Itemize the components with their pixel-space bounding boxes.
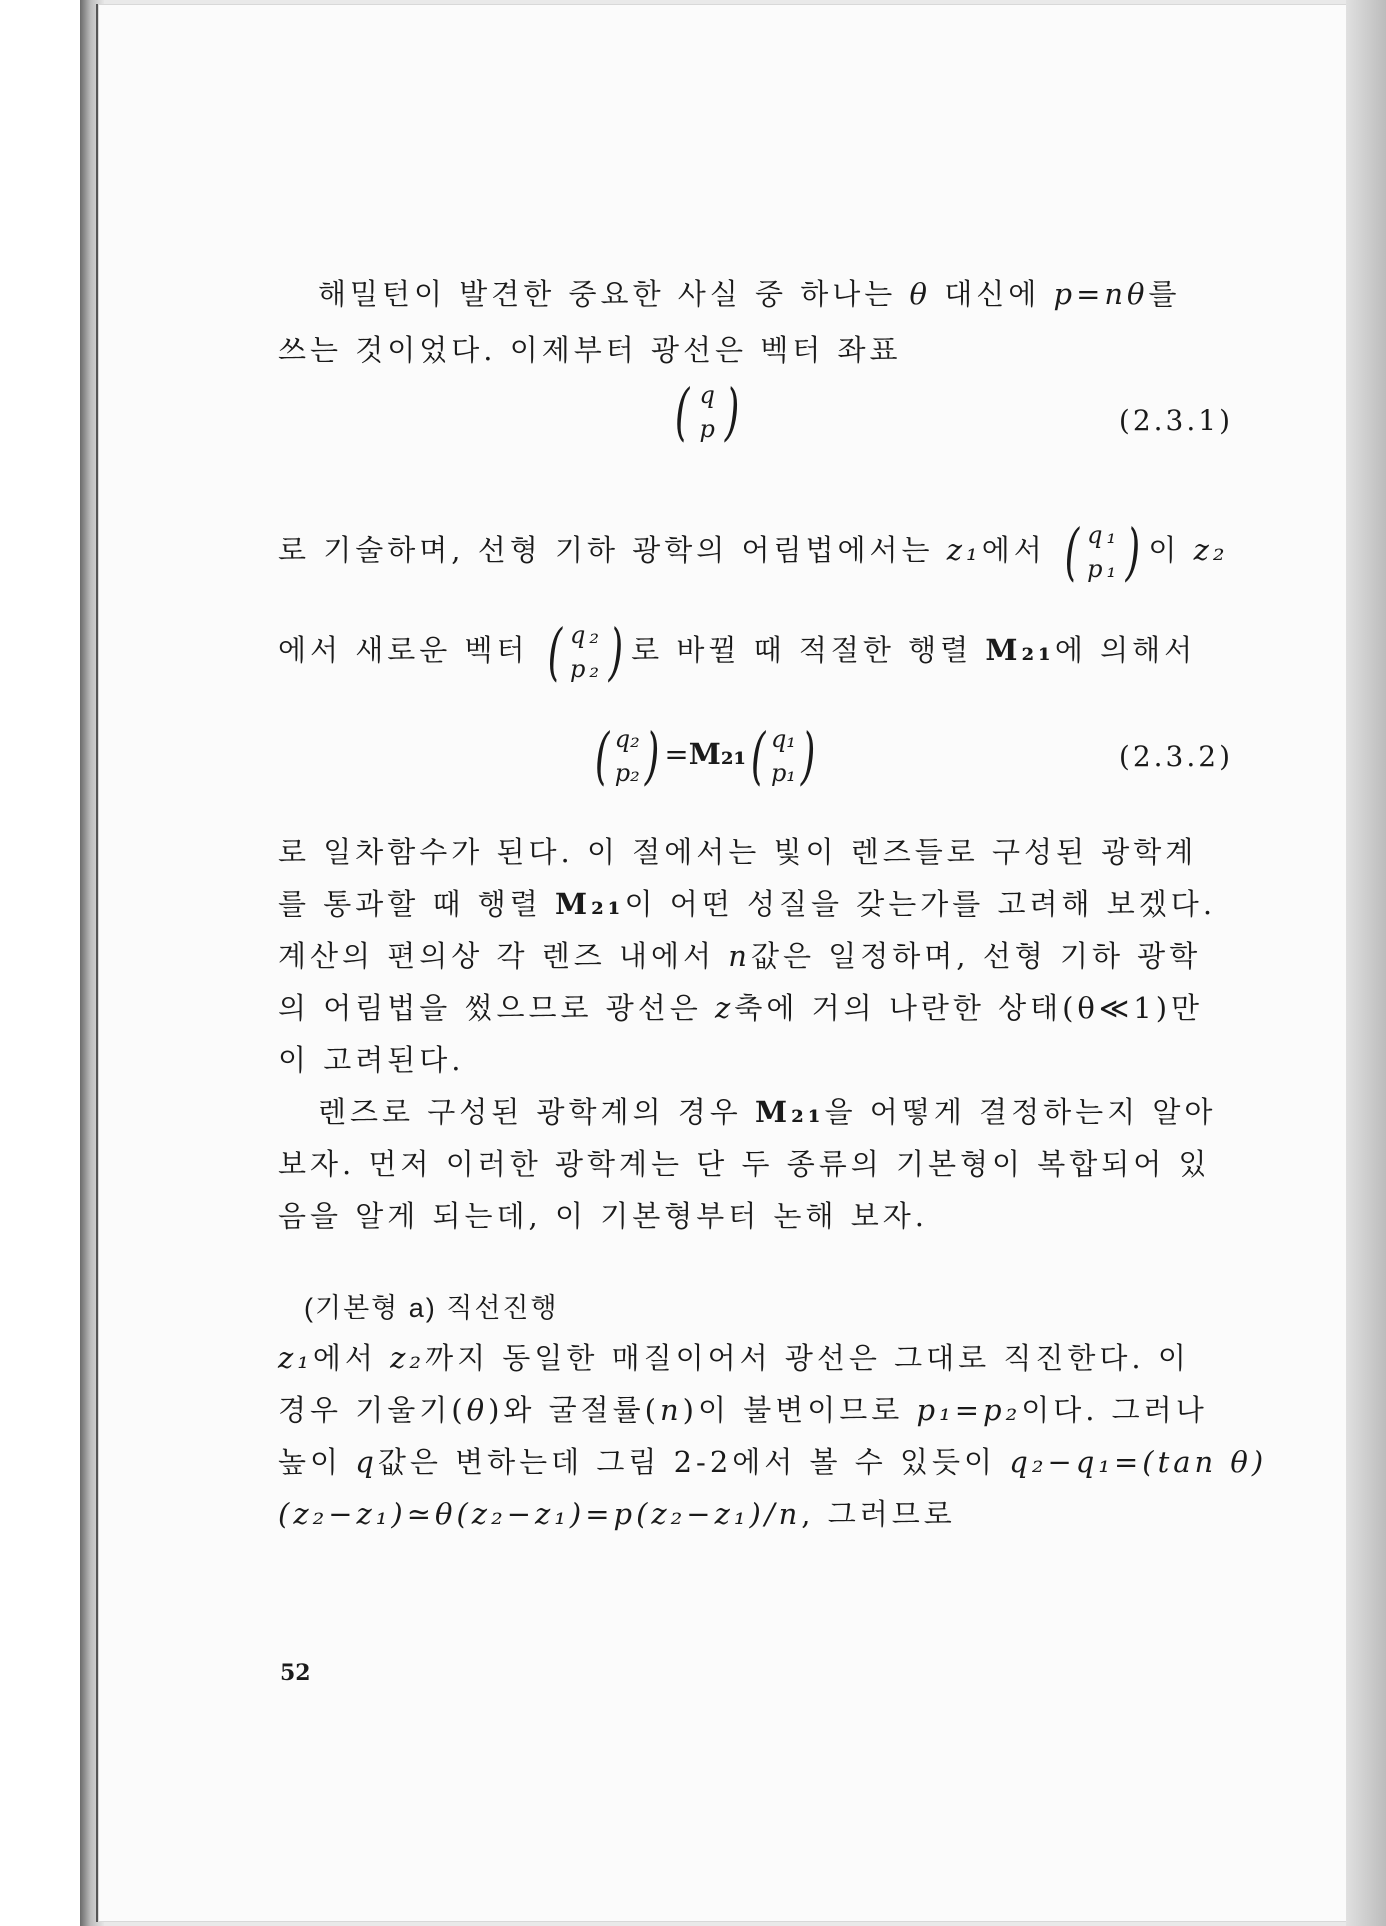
eq2-q1: q₁ <box>770 725 796 753</box>
text: 를 <box>1148 277 1181 311</box>
para2-line3 <box>278 934 1233 975</box>
para2-line5 <box>278 1038 1233 1079</box>
equation-label-2-3-2: (2.3.2) <box>1118 740 1233 773</box>
text: 에서 <box>312 1341 391 1375</box>
text: 값은 변하는데 그림 2-2에서 볼 수 있듯이 <box>377 1445 1010 1479</box>
para2-line1 <box>278 830 1233 871</box>
math-q-diff: q₂−q₁=(tan θ) <box>1009 1445 1268 1479</box>
para1-line2 <box>278 328 1233 369</box>
vec-q2: q₂ <box>569 621 603 649</box>
text: 로 바뀔 때 적절한 행렬 <box>631 633 986 667</box>
page-number: 52 <box>280 1660 311 1686</box>
equation-2-3-2: ( q₂ p₂ ) =M₂₁ ( q₁ p₁ ) <box>594 719 816 792</box>
para4-line4 <box>278 1492 1233 1533</box>
eq2-q2: q₂ <box>614 725 640 753</box>
equation-label-2-3-1: (2.3.1) <box>1118 404 1233 437</box>
math-z: z <box>715 991 735 1025</box>
para3-line1 <box>318 1090 1273 1131</box>
text: 이다. 그러나 <box>1021 1393 1208 1427</box>
math-z-diff: (z₂−z₁)≃θ(z₂−z₁)=p(z₂−z₁)/n <box>278 1497 802 1531</box>
text: 이 어떤 성질을 갖는가를 고려해 보겠다. <box>624 887 1217 921</box>
text: 로 기술하며, 선형 기하 광학의 어림법에서는 <box>278 533 947 567</box>
line-a <box>278 515 1233 588</box>
matrix-m21: M₂₁ <box>554 887 625 921</box>
eq2-matrix: M₂₁ <box>688 737 747 771</box>
text: 를 통과할 때 행렬 <box>278 887 555 921</box>
matrix-m21: M₂₁ <box>755 1095 825 1129</box>
right-page-shadow <box>1346 0 1386 1926</box>
math-z1: z₁ <box>278 1341 313 1375</box>
text: )와 굴절률( <box>488 1393 660 1427</box>
vector-q1-p1: ( q₁ p₁ ) <box>1064 515 1143 588</box>
para3-line2 <box>278 1142 1233 1183</box>
line-b <box>278 615 1233 688</box>
text: 경우 기울기( <box>278 1393 467 1427</box>
equals: = <box>664 737 689 771</box>
math-p-eq-ntheta: p=nθ <box>1053 277 1149 311</box>
vec-q: q <box>699 381 715 409</box>
text: 계산의 편의상 각 렌즈 내에서 <box>278 939 729 973</box>
math-p1-eq-p2: p₁=p₂ <box>916 1393 1022 1427</box>
text: , 그러므로 <box>801 1497 956 1531</box>
text: 이 고려된다. <box>278 1043 465 1077</box>
para2-line2 <box>278 882 1233 923</box>
left-background <box>0 0 80 1926</box>
text: 이 <box>1148 533 1194 567</box>
text: 음을 알게 되는데, 이 기본형부터 논해 보자. <box>278 1199 928 1233</box>
vec-p: p <box>699 415 715 443</box>
para4-line2 <box>278 1388 1233 1429</box>
para2-line4 <box>278 986 1233 1027</box>
math-z2: z₂ <box>1193 533 1229 567</box>
equation-2-3-1: ( q p ) <box>674 375 740 448</box>
text: 을 어떻게 결정하는지 알아 <box>824 1095 1217 1129</box>
vec-p1: p₁ <box>1087 555 1121 583</box>
text: 높이 <box>278 1445 356 1479</box>
vector-q2-p2: ( q₂ p₂ ) <box>547 615 626 688</box>
text: 해밀턴이 발견한 중요한 사실 중 하나는 <box>318 277 910 311</box>
para4-line1 <box>278 1336 1233 1377</box>
text: )이 불변이므로 <box>682 1393 917 1427</box>
text: 쓰는 것이었다. 이제부터 광선은 벡터 좌표 <box>278 333 902 367</box>
math-n: n <box>728 939 751 973</box>
text: 에 의해서 <box>1054 633 1197 667</box>
para3-line3 <box>278 1194 1233 1235</box>
vec-q1: q₁ <box>1087 521 1121 549</box>
text: 의 어림법을 썼으므로 광선은 <box>278 991 716 1025</box>
text: 값은 일정하며, 선형 기하 광학 <box>750 939 1202 973</box>
text: 축에 거의 나란한 상태(θ≪1)만 <box>734 991 1204 1025</box>
text: 렌즈로 구성된 광학계의 경우 <box>318 1095 756 1129</box>
section-heading: (기본형 a) 직선진행 <box>304 1293 559 1323</box>
math-n: n <box>659 1393 683 1427</box>
text: 에서 <box>981 533 1059 567</box>
math-z2: z₂ <box>390 1341 426 1375</box>
math-q: q <box>355 1445 378 1479</box>
math-theta: θ <box>466 1393 489 1427</box>
text: 에서 새로운 벡터 <box>278 633 542 667</box>
matrix-m21: M₂₁ <box>985 633 1055 667</box>
text: 까지 동일한 매질이어서 광선은 그대로 직진한다. 이 <box>425 1341 1190 1375</box>
text: 대신에 <box>931 277 1054 311</box>
para4-line3 <box>278 1440 1268 1481</box>
text: 보자. 먼저 이러한 광학계는 단 두 종류의 기본형이 복합되어 있 <box>278 1147 1211 1181</box>
eq2-p1: p₁ <box>770 759 796 787</box>
math-theta: θ <box>909 277 932 311</box>
math-z1: z₁ <box>946 533 982 567</box>
para1-line1 <box>318 272 1273 313</box>
vec-p2: p₂ <box>569 655 603 683</box>
eq2-p2: p₂ <box>614 759 640 787</box>
text: 로 일차함수가 된다. 이 절에서는 빛이 렌즈들로 구성된 광학계 <box>278 835 1198 869</box>
